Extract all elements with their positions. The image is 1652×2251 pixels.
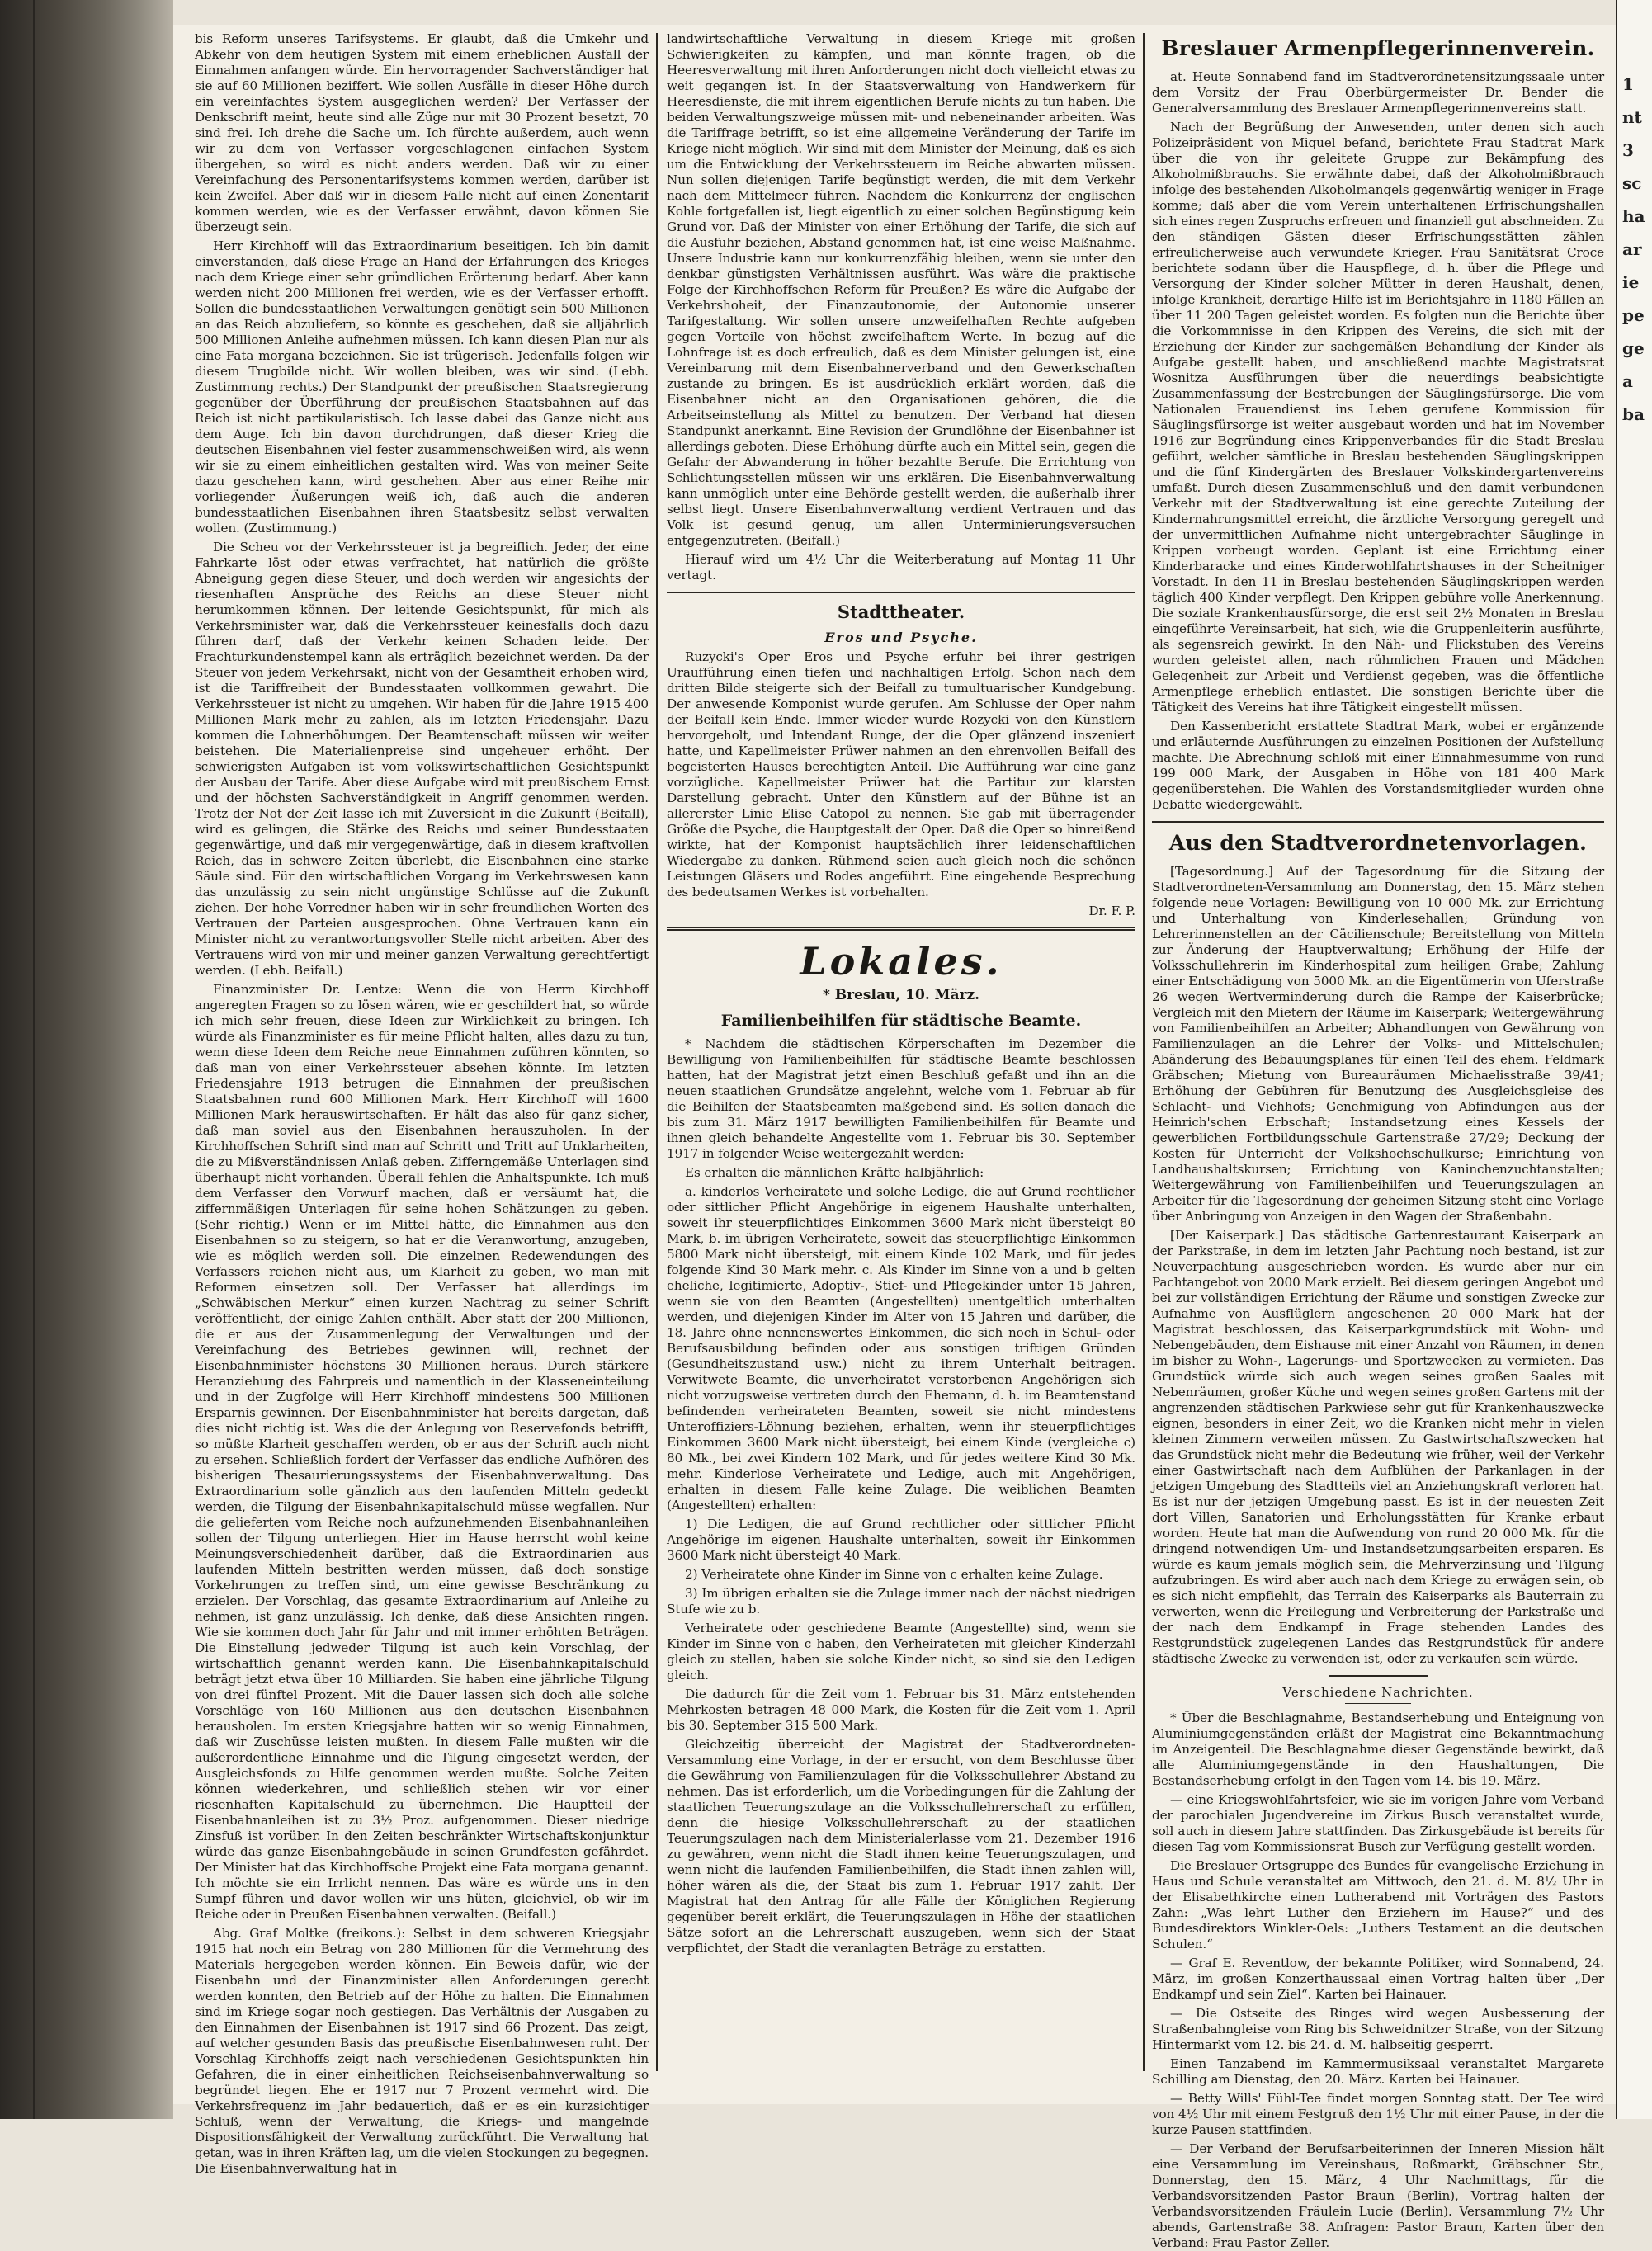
paragraph: — Der Verband der Berufsarbeiterinnen der Inneren Mission hält eine Versammlung im Vereinshaus, Roßmarkt, Gräbschner Str., Donnerstag, den 15. März, 4 Uhr Nachmittags, für die Verbandsvorsitzenden Pastor Braun (Berlin), Vortrag halten der Verbandsvorsitzenden Fräulein Lucie (Berlin). Versammlung 7½ Uhr abends, Gartenstraße 38. Anfragen: Pastor Braun, Karten über den Verband: Frau Pastor Zeller.: [1152, 2141, 1604, 2250]
section-rule: [1152, 821, 1604, 823]
paragraph: Gleichzeitig überreicht der Magistrat der Stadtverordneten-Versammlung eine Vorlage, in der er ersucht, von dem Beschlusse über die Gewährung von Familienzulagen für die Volksschullehrer Abstand zu nehmen. Das ist erforderlich, um die Vorbedingungen für die Zahlung der staatlichen Teuerungszulage an die Volksschullehrerschaft zu erfüllen, denn die hiesige Volksschullehrerschaft zu der staatlichen Teuerungszulagen nach dem Ministerialerlasse vom 21. Dezember 1916 zu gewähren, wenn nicht die Stadt ihnen keine Teuerungszulagen, und wenn nicht die laufenden Familienbeihilfen, die Stadt ihnen zahlen will, höher wären als die, der Staat bis zum 1. Februar 1917 zahlt. Der Magistrat hat den Antrag für alle Fälle der Königlichen Regierung gegenüber bereit erklärt, die Teuerungszulagen in Höhe der staatlichen Sätze sofort an die Lehrerschaft auszugeben, wenn sich der Staat verpflichtet, der Stadt die veranlagten Beträge zu erstatten.: [667, 1737, 1135, 1956]
paragraph: * Nachdem die städtischen Körperschaften im Dezember die Bewilligung von Familienbeihilfen für städtische Beamte beschlossen hatten, hat der Magistrat jetzt einen Beschluß gefaßt und ihn an die neuen staatlichen Grundsätze angelehnt, welche vom 1. Februar ab für die Beihilfen der Staatsbeamten maßgebend sind. Es sollen danach die bis zum 31. März 1917 bewilligten Familienbeihilfen für Beamte und ihnen gleich behandelte Angestellte vom 1. Februar bis 30. September 1917 in folgender Weise weitergezahlt werden:: [667, 1036, 1135, 1161]
paragraph: Den Kassenbericht erstattete Stadtrat Mark, wobei er ergänzende und erläuternde Ausführungen zu einzelnen Positionen der Aufstellung machte. Die Abrechnung schloß mit einer Einnahmesumme von rund 199 000 Mark, der Ausgaben in Höhe von 181 400 Mark gegenüberstehen. Die Wahlen des Vorstandsmitglieder wurden ohne Debatte wiedergewählt.: [1152, 719, 1604, 812]
edge-fragment: a: [1622, 371, 1633, 391]
edge-fragment: ge: [1622, 338, 1645, 358]
paragraph: — Die Ostseite des Ringes wird wegen Ausbesserung der Straßenbahngleise vom Ring bis Schweidnitzer Straße, von der Sitzung Hintermarkt vom 12. bis 24. d. M. halbseitig gesperrt.: [1152, 2006, 1604, 2052]
book-binding: [0, 0, 173, 2119]
adjournment-note: Hierauf wird um 4½ Uhr die Weiterberatung auf Montag 11 Uhr vertagt.: [667, 552, 1135, 583]
paragraph: — Betty Wills' Fühl-Tee findet morgen Sonntag statt. Der Tee wird von 4½ Uhr mit einem Festgruß den 1½ Uhr mit einer Pause, in der die kurze Pausen stattfinden.: [1152, 2091, 1604, 2137]
section-rule: [1345, 1703, 1411, 1704]
column-rule: [1143, 33, 1145, 2071]
theater-subtitle: Eros und Psyche.: [824, 630, 978, 645]
paragraph: 1) Die Ledigen, die auf Grund rechtlicher oder sittlicher Pflicht Angehörige im eigenen Haushalte unterhalten, soweit ihr Einkommen 3600 Mark nicht übersteigt 40 Mark.: [667, 1517, 1135, 1563]
paragraph: Die dadurch für die Zeit vom 1. Februar bis 31. März entstehenden Mehrkosten betragen 48 000 Mark, die Kosten für die Zeit vom 1. April bis 30. September 315 500 Mark.: [667, 1687, 1135, 1733]
edge-fragment: ie: [1622, 272, 1640, 292]
adjacent-page-edge: [1616, 0, 1652, 2119]
paragraph: Die Scheu vor der Verkehrssteuer ist ja begreiflich. Jeder, der eine Fahrkarte löst oder etwas verfrachtet, hat natürlich die größte Abneigung gegen diese Steuer, und doch werden wir angesichts der riesenhaften Ansprüche des Reichs an diese Steuer nicht herumkommen können. Der leitende Gesichtspunkt, für mich als Verkehrsminister war, daß die Verkehrssteuer keinesfalls doch dazu führen darf, daß der Verkehr keinen Schaden leide. Der Frachturkundenstempel kann als erträglich bezeichnet werden. Da der Steuer von jedem Verkehrsakt, nicht von der Gesamtheit erhoben wird, ist die Tariffreiheit der Bundesstaaten vollkommen gewahrt. Die Verkehrssteuer ist nicht zu umgehen. Wir haben für die Jahre 1915 400 Millionen Mark mehr zu zahlen, als im letzten Friedensjahr. Dazu kommen die Lohnerhöhungen. Der Beamtenschaft müssen wir weiter beistehen. Die Materialienpreise sind ungeheuer erhöht. Der schwierigsten Aufgaben ist vom volkswirtschaftlichen Gesichtspunkt der Ausbau der Tarife. Aber diese Aufgabe wird mit preußischem Ernst und der höchsten Sachverständigkeit in Angriff genommen werden. Trotz der Not der Zeit lasse ich mit Zuversicht in die Zukunft (Beifall), wird es gelingen, die Stärke des Reichs und seiner Bundesstaaten gegenwärtige, und daß mir vergegenwärtige, daß in diesem kraftvollen Reich, das in schwere Zeiten überlebt, die Eisenbahnen eine starke Säule sind. Für den wirtschaftlichen Vorgang im Verkehrswesen kann das unzulässig zu sein nicht ungünstige Schlüsse auf die Zukunft ziehen. Der hohe Vorredner haben wir in sehr freundlichen Worten des Vertrauen der Parteien ausgesprochen. Ohne Vertrauen kann ein Minister nicht zu verantwortungsvoller Stelle nicht arbeiten. Aber des Vertrauens wird von mir und meiner ganzen Verwaltung gerechtfertigt werden. (Lebh. Beifall.): [195, 540, 649, 978]
paragraph: Herr Kirchhoff will das Extraordinarium beseitigen. Ich bin damit einverstanden, daß diese Frage an Hand der Erfahrungen des Krieges nach dem Kriege einer sehr gründlichen Erörterung bedarf. Aber kann werden nicht 200 Millionen frei werden, wie es der Verfasser erhofft. Sollen die bundesstaatlichen Verwaltungen genötigt sein 500 Millionen an das Reich abzuliefern, so könnte es geschehen, daß sie alljährlich 500 Millionen Anleihe aufnehmen müssen. Ich kann diesen Plan nur als eine Fata morgana bezeichnen. Sie ist trügerisch. Jedenfalls folgen wir diesem Trugbilde nicht. Wir wollen bleiben, was wir sind. (Lebh. Zustimmung rechts.) Der Standpunkt der preußischen Staatsregierung gegenüber der Überführung der preußischen Staatsbahnen auf das Reich ist nicht partikularistisch. Ich lasse dabei das Ganze nicht aus dem Auge. Ich bin davon durchdrungen, daß dieser Krieg die deutschen Eisenbahnen viel fester zusammenschweißen wird, als wenn wir sie zu einem einheitlichen gestalten wird. Was von meiner Seite dazu geschehen kann, wird geschehen. Aber aus einer Reihe mir vorliegender Äußerungen weiß ich, daß auch die anderen bundesstaatlichen Eisenbahnen ihren Staatsbesitz selbst verwalten wollen. (Zustimmung.): [195, 238, 649, 536]
paragraph: at. Heute Sonnabend fand im Stadtverordnetensitzungssaale unter dem Vorsitz der Frau Oberbürgermeister Dr. Bender die Generalversammlung des Breslauer Armenpflegerinnenvereins statt.: [1152, 69, 1604, 116]
edge-fragment: ha: [1622, 206, 1645, 226]
section-rule: [667, 927, 1135, 931]
theater-review: Ruzycki's Oper Eros und Psyche erfuhr bei ihrer gestrigen Uraufführung einen tiefen und nachhaltigen Erfolg. Schon nach dem dritten Bilde steigerte sich der Beifall zu tumultuarischer Kundgebung. Der anwesende Komponist wurde gerufen. Am Schlusse der Oper nahm der Beifall kein Ende. Immer wieder wurde Rozycki von den Künstlern hervorgeholt, und Intendant Runge, der die Oper glänzend inszeniert hatte, und Kapellmeister Prüwer nahmen an den ehrenvollen Beifall des begeisterten Hauses berechtigten Anteil. Die Aufführung war eine ganz vorzügliche. Kapellmeister Prüwer hat die Partitur zur klarsten Darstellung gebracht. Unter den Künstlern auf der Bühne ist an allererster Linie Elise Catopol zu nennen. Sie gab mit überragender Größe die Psyche, die Hauptgestalt der Oper. Daß die Oper so hinreißend wirkte, hat der Komponist hauptsächlich ihrer leidenschaftlichen Wiedergabe zu danken. Rühmend seien auch gleich noch die schönen Leistungen Gläsers und Rodes angeführt. Eine eingehende Besprechung des bedeutsamen Werkes ist vorbehalten.: [667, 649, 1135, 899]
paragraph: Verheiratete oder geschiedene Beamte (Angestellte) sind, wenn sie Kinder im Sinne von c haben, den Verheirateten mit gleicher Kinderzahl gleich zu stellen, haben sie solche Kinder nicht, so sind sie den Ledigen gleich.: [667, 1621, 1135, 1682]
paragraph: Es erhalten die männlichen Kräfte halbjährlich:: [685, 1165, 984, 1180]
paragraph: Einen Tanzabend im Kammermusiksaal veranstaltet Margarete Schilling am Dienstag, den 20. März. Karten bei Hainauer.: [1152, 2056, 1604, 2087]
edge-fragment: sc: [1622, 173, 1642, 193]
paragraph: Die Breslauer Ortsgruppe des Bundes für evangelische Erziehung in Haus und Schule veranstaltet am Mittwoch, den 21. d. M. 8½ Uhr in der Elisabethkirche einen Lutherabend mit Vorträgen des Pastors Zahn: „Was lehrt Luther den Erziehern im Hause?“ und des Bundesdirektors Winkler-Oels: „Luthers Testament an die deutschen Schulen.“: [1152, 1858, 1604, 1951]
section-rule: [667, 592, 1135, 593]
paragraph: [Der Kaiserpark.] Das städtische Gartenrestaurant Kaiserpark an der Parkstraße, in dem im letzten Jahr Pachtung noch bestand, ist zur Neuverpachtung ausgeschrieben worden. Es wurde aber nur ein Pachtangebot von 2000 Mark erzielt. Bei diesem geringen Angebot und bei zur vollständigen Errichtung der Räume und sonstigen Zwecke zur Aufnahme von Ausflüglern angesehenen 20 000 Mark hat der Magistrat beschlossen, das Kaiserparkgrundstück mit Wohn- und Nebengebäuden, dem Eishause mit einer Anzahl von Räumen, in denen im bisher zu Wohn-, Lagerungs- und Sportzwecken zu vermieten. Das Grundstück würde sich auch wegen seines großen Saales mit Nebenräumen, großer Küche und wegen seines großen Gartens mit der angrenzenden städtischen Parkwiese sehr gut für Krankenhauszwecke eignen, besonders in einer Zeit, wo die Kranken nicht mehr in vielen kleinen Zimmern verweilen müssen. Zu Gastwirtschaftszwecken hat das Grundstück nicht mehr die Bedeutung wie früher, weil der Verkehr einer Gastwirtschaft nach dem Aufblühen der Parkanlagen in der jetzigen Umgebung des Stadtteils viel an Anziehungskraft verloren hat. Es ist nur der jetzigen Umgebung passt. Es ist in der neuesten Zeit dort Villen, Sanatorien und Erholungsstätten für Kranke erbaut worden. Heute hat man die Aufwendung von rund 20 000 Mk. für die dringend notwendigen Um- und Instandsetzungsarbeiten ersparen. Es würde es kaum jemals möglich sein, die Mehrverzinsung und Tilgung aufzubringen. Es wird aber auch nach dem Kriege zu erwägen sein, ob es sich nicht empfiehlt, das Terrain des Kaiserparks als Bauterrain zu verwerten, wenn die Freilegung und Verbreiterung der Parkstraße und der nach dem Endkampf in Frage stehenden Landes des Restgrundstück zugelegenen Landes das Restgrundstück für andere städtische Zwecke zu verwenden ist, oder zu verkaufen sein würde.: [1152, 1228, 1604, 1666]
article-heading: Familienbeihilfen für städtische Beamte.: [720, 1012, 1082, 1030]
paragraph: * Über die Beschlagnahme, Bestandserhebung und Enteignung von Aluminiumgegenständen erläßt der Magistrat eine Bekanntmachung im Anzeigenteil. Die Beschlagnahme dieser Gegenstände bewirkt, daß alle Aluminiumgegenstände in den Haushaltungen, Die Bestandserhebung erfolgt in den Tagen vom 14. bis 19. März.: [1152, 1711, 1604, 1788]
versch-heading: Verschiedene Nachrichten.: [1282, 1685, 1474, 1700]
edge-fragment: nt: [1622, 107, 1642, 127]
edge-fragment: 3: [1622, 140, 1634, 160]
stadtv-heading: Aus den Stadtverordnetenvorlagen.: [1168, 831, 1588, 855]
paragraph: landwirtschaftliche Verwaltung in diesem Kriege mit großen Schwierigkeiten zu kämpfen, und man könnte fragen, ob die Heeresverwaltung mit ihren Anforderungen nicht doch vielleicht etwas zu weit gegangen ist. In der Staatsverwaltung von Handwerkern für Heeresdienste, die mit ihrem eigentlichen Berufe nichts zu tun haben. Die beiden Verwaltungszweige müssen mit- und nebeneinander arbeiten. Was die Tariffrage betrifft, so ist eine allgemeine Veränderung der Tarife im Kriege nicht möglich. Wir sind mit dem Minister der Meinung, daß es sich um die Entwicklung der Verkehrssteuern im Reiche abwarten müssen. Nun sollen diejenigen Tarife begünstigt werden, die mit dem Verkehr nach dem Mittelmeer führen. Nachdem die Konkurrenz der englischen Kohle fortgefallen ist, liegt eigentlich zu einer solchen Begünstigung kein Grund vor. Daß der Minister von einer Erhöhung der Tarife, die sich auf die Ausfuhr beziehen, Abstand genommen hat, ist eine weise Maßnahme. Unsere Industrie kann nur konkurrenzfähig bleiben, wenn sie unter den denkbar günstigsten Verhältnissen ausführt. Was wäre die praktische Folge der Kirchhoffschen Reform für Preußen? Es wäre die Aufgabe der Verkehrshoheit, der Finanzautonomie, der Autonomie unserer Tarifgestaltung. Wir sollen unsere unzweifelhaften Rechte aufgeben gegen Vorteile von höchst zweifelhaftem Werte. In bezug auf die Lohnfrage ist es doch erfreulich, daß es dem Minister gelungen ist, eine Vereinbarung mit dem Eisenbahnerverband und den Gewerkschaften zustande zu bringen. Es ist ausdrücklich erklärt worden, daß die Eisenbahner nicht an den Organisationen gehören, die die Arbeitseinstellung als Mittel zu benutzen. Der Verband hat diesen Standpunkt anerkannt. Eine Revision der Grundlöhne der Eisenbahner ist allerdings geboten. Diese Erhöhung dürfte auch ein Mittel sein, gegen die Gefahr der Abwanderung in höher bezahlte Berufe. Die Errichtung von Schlichtungsstellen müssen wir uns erklären. Die Eisenbahnverwaltung kann unmöglich unter eine Behörde gestellt werden, die außerhalb ihrer selbst liegt. Unsere Eisenbahnverwaltung verdient Vertrauen und das Volk ist gesund genug, um allen Unterminierungsversuchen entgegenzutreten. (Beifall.): [667, 31, 1135, 548]
edge-fragment: ar: [1622, 239, 1642, 259]
edge-fragment: 1: [1622, 74, 1634, 94]
column-left: [195, 31, 649, 2176]
theater-heading: Stadttheater.: [837, 602, 965, 622]
paragraph: a. kinderlos Verheiratete und solche Ledige, die auf Grund rechtlicher oder sittlicher Pflicht Angehörige in eigenem Haushalte unterhalten, soweit ihr steuerpflichtiges Einkommen 3600 Mark nicht übersteigt 80 Mark, b. im übrigen Verheiratete, soweit das steuerpflichtige Einkommen 5800 Mark nicht übersteigt, mit einem Kinde 102 Mark, und für jedes folgende Kind 30 Mark mehr. c. Als Kinder im Sinne von a und b gelten eheliche, legitimierte, Adoptiv-, Stief- und Pflegekinder unter 15 Jahren, wenn sie von den Beamten (Angestellten) unentgeltlich unterhalten werden, und diejenigen Kinder im Alter von 15 Jahren und darüber, die 18. Jahre ohne nennenswertes Einkommen, die sich noch in Schul- oder Berufsausbildung befinden oder aus sonstigen triftigen Gründen (Gesundheitszustand usw.) nicht zu ihrem Unterhalt beitragen. Verwitwete Beamte, die unverheiratet verstorbenen Angehörigen sich nicht vorzugsweise vertreten durch den Ehemann, d. h. im Beamtenstand befindenden verheirateten Beamten, soweit sie nicht mindestens Unteroffiziers-Löhnung beziehen, erhalten, wenn ihr steuerpflichtiges Einkommen 3600 Mark nicht übersteigt, bei einem Kinde (vergleiche c) 80 Mk., bei zwei Kindern 102 Mark, und für jedes weitere Kind 30 Mk. mehr. Kinderlose Verheiratete und Ledige, auch mit Angehörigen, erhalten in diesem Falle keine Zulage. Die weiblichen Beamten (Angestellten) erhalten:: [667, 1184, 1135, 1512]
armen-heading: Breslauer Armenpflegerinnenverein.: [1161, 36, 1595, 60]
review-signature: Dr. F. P.: [1088, 904, 1135, 918]
paragraph: Abg. Graf Moltke (freikons.): Selbst in dem schweren Kriegsjahr 1915 hat noch ein Betrag von 280 Millionen für die Vermehrung des Materials hergegeben werden können. Ein Beweis dafür, wie der Eisenbahn und der Finanzminister allen Anforderungen gerecht werden konnten, den Betrieb auf der Höhe zu halten. Die Einnahmen sind im Kriege sogar noch gestiegen. Das Verhältnis der Ausgaben zu den Einnahmen der Eisenbahnen ist 1917 sind 66 Prozent. Das zeigt, auf welcher gesunden Basis das preußische Eisenbahnwesen ruht. Der Vorschlag Kirchhoffs zeigt nach verschiedenen Gesichtspunkten hin Gefahren, die in einer einheitlichen Reichseisenbahnverwaltung so begründet liegen. Ehe er 1917 nur 7 Prozent vermehrt wird. Die Verkehrsfrequenz im Jahr bedauerlich, daß er es ein kurzsichtiger Schluß, wenn der Verwaltung, die Kriegs- und mangelnde Dispositionsfähigkeit der Verwaltung zurückführt. Die Verwaltung hat getan, was in ihren Kräften lag, um die vielen Stockungen zu begegnen. Die Eisenbahnverwaltung hat in: [195, 1926, 649, 2176]
paragraph: Finanzminister Dr. Lentze: Wenn die von Herrn Kirchhoff angeregten Fragen so zu lösen wären, wie er geschildert hat, so würde ich mich sehr freuen, diese Ideen zur Wirklichkeit zu bringen. Ich würde als Finanzminister es für meine Pflicht halten, alles dazu zu tun, wenn diese Ideen dem Reiche neue Einnahmen zuführen könnten, so daß man von einer Verkehrssteuer absehen könnte. Im letzten Friedensjahre 1913 betrugen die Einnahmen der preußischen Staatsbahnen rund 600 Millionen Mark. Herr Kirchhoff will 1600 Millionen Mark herauswirtschaften. Er hält das also für ganz sicher, daß man soviel aus den Eisenbahnen herauszuholen. In der Kirchhoffschen Schrift sind man auf Schritt und Tritt auf Unklarheiten, die zu Mißverständnissen Anlaß geben. Zifferngemäße Unterlagen sind überhaupt nicht vorhanden. Überall fehlen die Anhaltspunkte. Ich muß dem Verfasser den Vorwurf machen, daß er versäumt hat, die ziffernmäßigen Unterlagen für seine hohen Schätzungen zu geben. (Sehr richtig.) Wenn er im Mittel hätte, die Einnahmen aus den Eisenbahnen so zu steigern, so hat er die Veranwortung, anzugeben, wie es möglich werden soll. Die einzelnen Redewendungen des Verfassers reichen nicht aus, um Klarheit zu geben, wo man mit Reformen einsetzen soll. Der Verfasser hat allerdings im „Schwäbischen Merkur“ einen kurzen Nachtrag zu seiner Schrift veröffentlicht, der einige Zahlen enthält. Aber statt der 200 Millionen, die er aus der Zusammenlegung der Verwaltungen und der Vereinfachung des Betriebes gewinnen will, rechnet der Eisenbahnminister höchstens 30 Millionen heraus. Durch stärkere Heranziehung des Fahrpreis und namentlich in der Klasseneinteilung und in der Zugfolge will Herr Kirchhoff mindestens 500 Millionen Ersparnis gewinnen. Der Eisenbahnminister hat bereits dargetan, daß dies nicht richtig ist. Was die der Anlegung von Reservefonds betrifft, so müßte Klarheit geschaffen werden, ob er aus der Schrift auch nicht zu ersehen. Schließlich fordert der Verfasser das endliche Aufhören des bisherigen Thesaurierungssystems der Eisenbahnverwaltung. Das Extraordinarium solle gänzlich aus den laufenden Mitteln gedeckt werden, die Tilgung der Eisenbahnkapitalschuld müsse wegfallen. Nur die gelieferten vom Reiche noch aufzunehmenden Eisenbahnanleihen sollen der Tilgung unterliegen. Hier im Hause herrscht wohl keine Meinungsverschiedenheit darüber, daß die Extraordinarien aus laufenden Mitteln bestritten werden müssen, daß doch sonstige Vorkehrungen zu treffen sind, um eine gewisse Beschränkung zu erzielen. Der Vorschlag, das gesamte Extraordinarium auf Anleihe zu nehmen, ist ganz unzulässig. Ich denke, daß diese Ansichten ringen. Wie sie kommen doch Jahr für Jahr und mit immer erhöhten Beträgen. Die Einstellung jedweder Tilgung ist auch kein Vorschlag, der wirtschaftlich genannt werden kann. Die Eisenbahnkapitalschuld beträgt jetzt etwa über 10 Milliarden. Sie haben eine jährliche Tilgung von drei fünftel Prozent. Mit die Dauer lassen sich doch alle solche Vorschläge von 160 Millionen aus den deutschen Eisenbahnen herausholen. Im ersten Kriegsjahre hatten wir so wenig Einnahmen, daß wir Zuschüsse leisten mußten. In diesem Falle mußten wir die außerordentliche Einnahme und die Tilgung eingesetzt werden, der Ausgleichsfonds zu Hilfe genommen werden mußte. Solche Zeiten können wiederkehren, und schließlich stehen wir vor einer riesenhaften Kapitalschuld zu übernehmen. Die Hauptteil der Eisenbahnanleihen ist zu 3½ Proz. aufgenommen. Dieser niedrige Zinsfuß ist vorüber. In den Zeiten beschränkter Wirtschaftskonjunktur würde das ganze Eisenbahngebäude in seinen Grundfesten gefährdet. Der Minister hat das Kirchhoffsche Projekt eine Fata morgana genannt. Ich möchte sie ein Irrlicht nennen. Das wäre es würde uns in den Sumpf führen und davor wollen wir uns hüten, gleichviel, ob wir im Reiche oder in Preußen Eisenbahnen verwalten. (Beifall.): [195, 982, 649, 1922]
paragraph: 2) Verheiratete ohne Kinder im Sinne von c erhalten keine Zulage.: [685, 1567, 1103, 1582]
column-rule: [656, 33, 658, 2071]
paragraph: [Tagesordnung.] Auf der Tagesordnung für die Sitzung der Stadtverordneten-Versammlung am Donnerstag, den 15. März stehen folgende neue Vorlagen: Bewilligung von 10 000 Mk. zur Errichtung und Unterhaltung von Kinderlesehallen; Gründung von Lehrerinnenstellen an der Cäcilienschule; Bereitstellung von Mitteln zur Änderung der Hauptverwaltung; Erhöhung der Hilfe der Volksschullehrerin im Kinderhospital zum heiligen Grabe; Zahlung einer Entschädigung von 5000 Mk. an die Eigentümerin von Uferstraße 26 wegen Wertverminderung durch die Rampe der Kaiserbrücke; Vergleich mit den Mietern der Räume im Kaiserpark; Weitergewährung von Familienbeihilfen an Arbeiter; Abhandlungen von Gewährung von Familienzulagen an die Lehrer der Volks- und Mittelschulen; Abänderung des Bebauungsplanes für einen Teil des ehem. Feldmark Gräbschen; Mietung von Bureauräumen Michaelisstraße 39/41; Erhöhung der Gebühren für Benutzung des Ausgleichsgleise des Schlacht- und Viehhofs; Genehmigung von Abfindungen aus der Heinrich'schen Erbschaft; Instandsetzung eines Kessels der gewerblichen Fortbildungsschule Gartenstraße 27/29; Deckung der Kosten für Unterricht der Volkshochschulkurse; Einrichtung von Landhaushaltskursen; Errichtung von Kaninchenzuchtanstalten; Weitergewährung von Familienbeihilfen und Teuerungszulagen an Arbeiter für die Tagesordnung der geheimen Sitzung steht eine Vorlage über Anbringung von Anzeigen in den Wagen der Straßenbahn.: [1152, 864, 1604, 1224]
edge-fragment: pe: [1622, 305, 1645, 325]
column-right: [1152, 31, 1604, 2250]
column-middle: [667, 31, 1135, 2069]
dateline: * Breslau, 10. März.: [822, 987, 980, 1003]
paragraph: bis Reform unseres Tarifsystems. Er glaubt, daß die Umkehr und Abkehr von dem heutigen System mit einem erheblichen Ausfall der Einnahmen anfangen würde. Ein hervorragender Sachverständiger hat sie auf 60 Millionen beziffert. Wie sollen Ausfälle in dieser Höhe durch ein vereinfachtes System ausgeglichen werden? Der Verfasser der Denkschrift meint, heute sind alle Züge nur mit 30 Prozent besetzt, 70 sind frei. Ich drehe die Sache um. Ich fürchte außerdem, auch wenn wir zu dem von Verfasser vorgeschlagenen einfachen System übergehen, so wird es nicht anders werden. Daß wir zu einer Vereinfachung des Personentarifsystems kommen werden, darüber ist kein Zweifel. Aber daß wir in diesem Falle nicht auf einen Zonentarif kommen werden, wie es der Verfasser erwähnt, davon können Sie überzeugt sein.: [195, 31, 649, 234]
paragraph: — eine Kriegswohlfahrtsfeier, wie sie im vorigen Jahre vom Verband der parochialen Jugendvereine im Zirkus Busch veranstaltet wurde, soll auch in diesem Jahre stattfinden. Das Zirkusgebäude ist bereits für diesen Tag vom Kommissionsrat Busch zur Verfügung gestellt worden.: [1152, 1792, 1604, 1854]
paragraph: Nach der Begrüßung der Anwesenden, unter denen sich auch Polizeipräsident von Miquel befand, berichtete Frau Stadtrat Mark über die von ihr geleitete Gruppe zur Bekämpfung des Alkoholmißbrauchs. Sie erwähnte dabei, daß der Alkoholmißbrauch infolge des bestehenden Alkoholmangels gegenwärtig weniger in Frage komme; daß aber die vom Verein unterhaltenen Erfrischungshallen sich eines regen Zuspruchs erfreuen und finanziell gut abschneiden. Zu den ständigen Gästen dieser Erfrischungsstätten zählen erfreulicherweise auch verwundete Krieger. Frau Sanitätsrat Croce berichtete sodann über die Hauspflege, d. h. über die Pflege und Versorgung der Kinder solcher Mütter in deren Haushalt, denen, infolge Krankheit, derartige Hilfe ist im Berichtsjahre in 1180 Fällen an über 11 200 Tagen geleistet worden. Es folgten nun die Berichte über die Vorkommnisse in den Krippen des Vereins, die sich mit der Erziehung der Kinder zur sachgemäßen Behandlung der Kinder als Aufgabe gestellt haben, und anschließend machte Magistratsrat Wosnitza Ausführungen über die neuerdings beabsichtigte Zusammenfassung der Bestrebungen der Säuglingsfürsorge. Die vom Nationalen Frauendienst ins Leben gerufene Kommission für Säuglingsfürsorge ist weiter ausgebaut worden und hat im November 1916 zur Begründung eines Krippenverbandes für die Stadt Breslau geführt, welcher sämtliche in Breslau bestehenden Säuglingskrippen und die fünf Kindergärten des Breslauer Volkskindergartenvereins umfaßt. Durch diesen Zusammenschluß und den damit verbundenen Verkehr mit der Stadtverwaltung ist eine gerechte Zuteilung der Kindernahrungsmittel erreicht, die ärztliche Versorgung geregelt und der unvermittlichen Aufnahme nicht untergebrachter Säuglinge in Krippen vorbeugt worden. Geplant ist eine Errichtung einer Kinderbaracke und eines Kinderwohlfahrtshauses in der Scheitniger Vorstadt. In den 11 in Breslau bestehenden Säuglingskrippen werden täglich 400 Kinder verpflegt. Den Krippen gebühre volle Anerkennung. Die soziale Krankenhausfürsorge, die erst seit 2½ Monaten in Breslau eingeführte Vereinsarbeit, hat sich, wie die Gruppenleiterin ausführte, als segensreich gewirkt. In den Näh- und Flickstuben des Vereins wurden geleistet allen, nach rühmlichen Frauen und Mädchen Gelegenheit zur Arbeit und Verdienst gegeben, was die öffentliche Armenpflege erheblich entlastet. Die sonstigen Berichte über die Tätigkeit des Vereins hat ihre Tätigkeit eingestellt müssen.: [1152, 120, 1604, 715]
edge-fragment: ba: [1622, 404, 1645, 424]
paragraph: 3) Im übrigen erhalten sie die Zulage immer nach der nächst niedrigen Stufe wie zu b.: [667, 1586, 1135, 1616]
lokales-heading: Lokales.: [800, 939, 1003, 984]
paragraph: — Graf E. Reventlow, der bekannte Politiker, wird Sonnabend, 24. März, im großen Konzerthaussaal einen Vortrag halten über „Der Endkampf und sein Ziel“. Karten bei Hainauer.: [1152, 1956, 1604, 2002]
section-rule: [1329, 1675, 1428, 1677]
